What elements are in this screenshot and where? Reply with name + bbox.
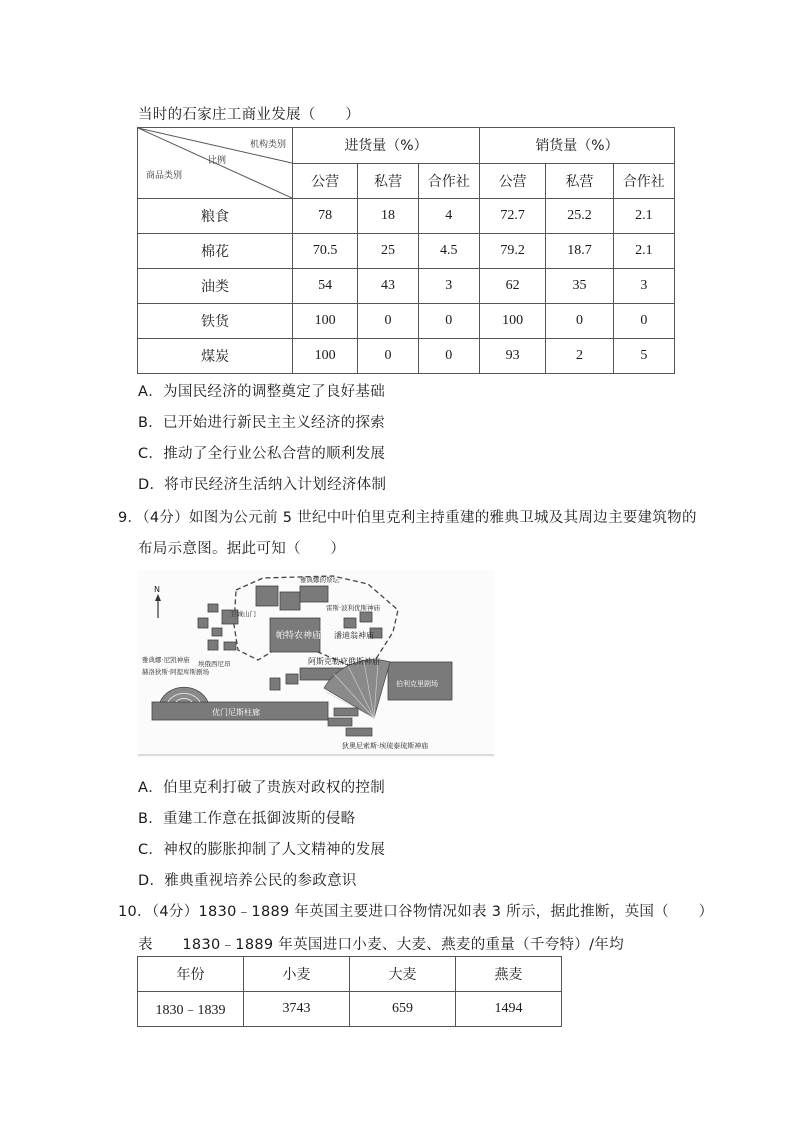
map-label: 帕特农神庙 — [276, 631, 322, 641]
map-label: 狄奥尼索斯·埃琉泰琉斯神庙 — [342, 742, 429, 750]
cell: 35 — [546, 269, 613, 304]
cell: 0 — [546, 304, 613, 339]
q8-table-corner — [138, 128, 293, 199]
q10-header: 年份 — [138, 957, 244, 992]
q9-stem-line1: 9．（4分）如图为公元前 5 世纪中叶伯里克利主持重建的雅典卫城及其周边主要建筑物的 — [118, 510, 697, 526]
q9-option-c: C．神权的膨胀抑制了人文精神的发展 — [138, 842, 386, 858]
q8-subheader: 合作社 — [418, 163, 479, 199]
building-block — [344, 618, 356, 628]
q8-subheader: 公营 — [293, 163, 358, 199]
building-block — [270, 678, 280, 690]
row-name: 煤炭 — [138, 339, 293, 374]
cell: 43 — [358, 269, 418, 304]
q8-subheader: 私营 — [546, 163, 613, 199]
q9-option-a: A．伯里克利打破了贵族对政权的控制 — [138, 780, 386, 796]
cell: 4 — [418, 199, 479, 234]
map-label: 伯利克里剧场 — [396, 680, 438, 688]
cell: 100 — [293, 304, 358, 339]
cell: 54 — [293, 269, 358, 304]
cell: 0 — [358, 304, 418, 339]
map-label: 雅典娜·尼凯神庙 — [142, 656, 190, 664]
cell: 93 — [479, 339, 545, 374]
corner-label-top: 机构类别 — [249, 140, 286, 150]
cell: 1494 — [455, 992, 561, 1027]
cell: 2.1 — [613, 234, 674, 269]
cell: 4.5 — [418, 234, 479, 269]
cell: 18 — [358, 199, 418, 234]
row-name: 粮食 — [138, 199, 293, 234]
q8-stem-tail: 当时的石家庄工商业发展（ ） — [138, 107, 360, 123]
corner-label-mid: 比例 — [208, 156, 227, 166]
q10-table-caption: 表 1830﹣1889 年英国进口小麦、大麦、燕麦的重量（千夸特）/年均 — [138, 937, 624, 953]
cell: 25 — [358, 234, 418, 269]
cell: 2.1 — [613, 199, 674, 234]
cell: 25.2 — [546, 199, 613, 234]
q9-option-d: D．雅典重视培养公民的参政意识 — [138, 873, 357, 889]
q8-subheader: 公营 — [479, 163, 545, 199]
cell: 18.7 — [546, 234, 613, 269]
map-label: 阿斯克勒庇俄斯神庙 — [308, 657, 380, 666]
cell: 0 — [613, 304, 674, 339]
q9-option-b: B．重建工作意在抵御波斯的侵略 — [138, 811, 356, 827]
building-block — [212, 628, 222, 636]
building-block — [208, 640, 218, 650]
cell: 3 — [418, 269, 479, 304]
building-block — [300, 586, 328, 602]
q8-option-c: C．推动了全行业公私合营的顺利发展 — [138, 446, 386, 462]
map-label-north: N — [154, 585, 160, 594]
q8-option-a: A．为国民经济的调整奠定了良好基础 — [138, 384, 386, 400]
q8-table — [137, 127, 675, 374]
cell: 1830﹣1839 — [138, 992, 244, 1027]
cell: 0 — [358, 339, 418, 374]
table-row — [138, 199, 675, 234]
row-name: 棉花 — [138, 234, 293, 269]
cell: 79.2 — [479, 234, 545, 269]
table-row — [138, 339, 675, 374]
map-label: 雅典娜的祭坛 — [300, 576, 339, 584]
cell: 5 — [613, 339, 674, 374]
building-block — [256, 586, 278, 606]
table-row — [138, 234, 675, 269]
cell: 0 — [418, 304, 479, 339]
q8-option-d: D．将市民经济生活纳入计划经济体制 — [138, 477, 387, 493]
map-label: 赫洛狄斯·阿提库斯剧场 — [142, 668, 210, 676]
q10-stem: 10．（4分）1830﹣1889 年英国主要进口谷物情况如表 3 所示，据此推断，英国（ ） — [118, 904, 714, 920]
map-label: 潘迪翁神庙 — [334, 631, 374, 640]
cell: 62 — [479, 269, 545, 304]
q8-group-header-in: 进货量（%） — [293, 128, 480, 164]
table-row — [138, 304, 675, 339]
building-block — [286, 674, 298, 684]
table-row — [138, 992, 562, 1027]
building-block — [198, 618, 208, 628]
map-label: 埃俄西尼昂 — [198, 660, 231, 668]
building-block — [224, 642, 236, 650]
cell: 78 — [293, 199, 358, 234]
cell: 0 — [418, 339, 479, 374]
cell: 70.5 — [293, 234, 358, 269]
building-block — [280, 592, 300, 610]
table-row — [138, 269, 675, 304]
building-block — [208, 604, 218, 612]
row-name: 油类 — [138, 269, 293, 304]
q8-subheader: 私营 — [358, 163, 418, 199]
map-label: 雷斯·波利优斯神庙 — [326, 604, 381, 612]
cell: 3743 — [244, 992, 350, 1027]
cell: 100 — [293, 339, 358, 374]
building-block — [360, 612, 372, 622]
row-name: 铁货 — [138, 304, 293, 339]
cell: 100 — [479, 304, 545, 339]
q10-table — [137, 956, 562, 1027]
map-label: 卫城山门 — [230, 610, 256, 618]
map-label: 优门尼斯柱廊 — [212, 708, 260, 717]
q8-group-header-out: 销货量（%） — [479, 128, 674, 164]
acropolis-map — [138, 570, 494, 758]
q10-header: 小麦 — [244, 957, 350, 992]
q8-subheader: 合作社 — [613, 163, 674, 199]
cell: 659 — [350, 992, 456, 1027]
corner-label-bottom: 商品类别 — [146, 171, 183, 181]
cell: 3 — [613, 269, 674, 304]
cell: 2 — [546, 339, 613, 374]
q10-header: 燕麦 — [455, 957, 561, 992]
q8-option-b: B．已开始进行新民主主义经济的探索 — [138, 415, 386, 431]
cell: 72.7 — [479, 199, 545, 234]
q10-header: 大麦 — [350, 957, 456, 992]
q9-stem-line2: 布局示意图。据此可知（ ） — [138, 541, 346, 557]
